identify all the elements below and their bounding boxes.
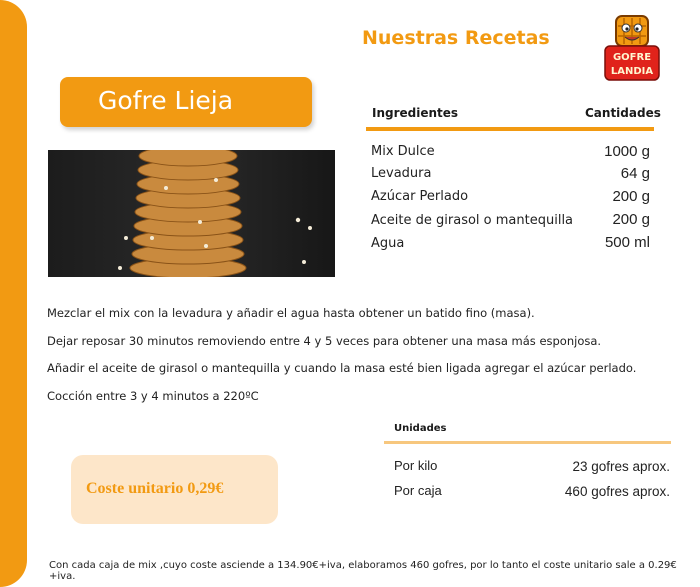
unit-value: 460 gofres aprox. bbox=[564, 484, 670, 499]
ingredient-qty: 1000 g bbox=[604, 143, 650, 160]
ingredient-name: Agua bbox=[371, 236, 405, 251]
ingredients-divider bbox=[366, 127, 654, 131]
units-divider bbox=[384, 441, 671, 444]
units-header: Unidades bbox=[394, 423, 447, 434]
gofrelandia-logo bbox=[602, 14, 662, 84]
waffle-stack-photo bbox=[48, 150, 335, 277]
ingredient-qty: 500 ml bbox=[604, 234, 650, 251]
ingredient-qty: 200 g bbox=[612, 211, 650, 228]
page-title: Nuestras Recetas bbox=[362, 27, 550, 49]
instruction-step: Dejar reposar 30 minutos removiendo entre 4 y 5 veces para obtener una masa más esponjosa. bbox=[47, 334, 602, 348]
unit-cost-label: Coste unitario 0,29€ bbox=[86, 480, 224, 497]
quantities-header: Cantidades bbox=[585, 106, 661, 120]
ingredient-name: Aceite de girasol o mantequilla bbox=[371, 213, 574, 228]
ingredient-qty: 200 g bbox=[612, 188, 650, 205]
ingredient-name: Azúcar Perlado bbox=[371, 189, 469, 204]
unit-value: 23 gofres aprox. bbox=[572, 459, 670, 474]
recipe-name: Gofre Lieja bbox=[98, 86, 234, 115]
logo-line-2: LANDIA bbox=[610, 66, 654, 77]
ingredient-qty: 64 g bbox=[620, 165, 650, 182]
ingredients-header: Ingredientes bbox=[372, 106, 459, 120]
ingredient-name: Mix Dulce bbox=[371, 144, 435, 159]
cost-footnote: Con cada caja de mix ,cuyo coste asciende a 134.90€+iva, elaboramos 460 gofres, por lo tanto el coste unitario sale a 0.29€+iva. bbox=[49, 560, 677, 582]
unit-cost-box bbox=[71, 455, 278, 524]
instruction-step: Cocción entre 3 y 4 minutos a 220ºC bbox=[47, 389, 259, 403]
left-accent-bar bbox=[0, 0, 27, 587]
logo-line-1: GOFRE bbox=[612, 52, 652, 63]
instruction-step: Añadir el aceite de girasol o mantequilla y cuando la masa esté bien ligada agregar el azúcar perlado. bbox=[47, 361, 637, 375]
recipe-name-banner bbox=[60, 77, 312, 127]
ingredient-name: Levadura bbox=[371, 166, 432, 181]
unit-label: Por caja bbox=[394, 483, 442, 498]
instruction-step: Mezclar el mix con la levadura y añadir el agua hasta obtener un batido fino (masa). bbox=[47, 306, 535, 320]
unit-label: Por kilo bbox=[394, 458, 438, 473]
